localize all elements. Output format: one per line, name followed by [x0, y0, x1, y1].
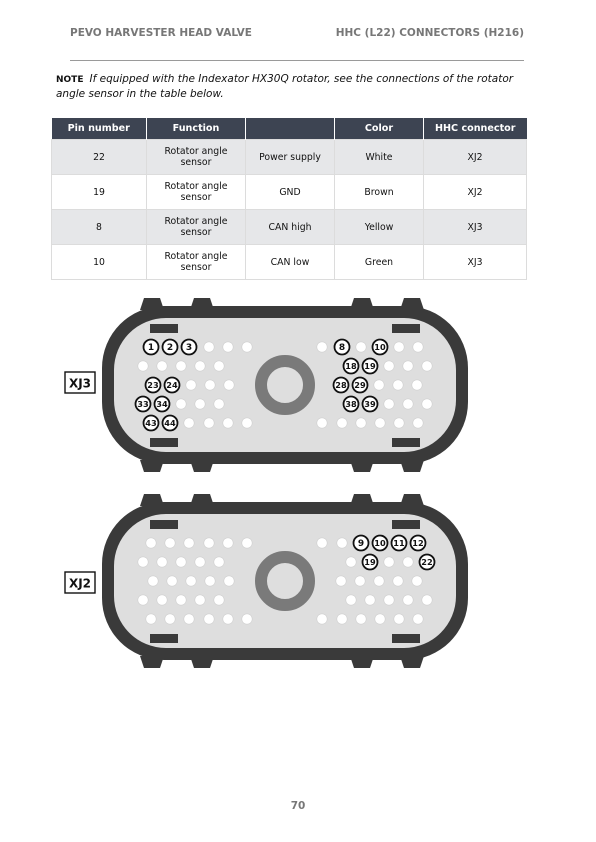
keying-bar: [150, 324, 178, 333]
pin-hole: [146, 538, 156, 548]
pin-hole: [186, 380, 196, 390]
table-cell: Yellow: [335, 210, 424, 245]
connector-face: [114, 514, 456, 648]
connector-label: XJ3: [68, 376, 92, 391]
pin-hole: [412, 380, 422, 390]
pin-hole: [356, 342, 366, 352]
keying-bar: [150, 634, 178, 643]
pin-hole: [413, 342, 423, 352]
pin-hole: [317, 342, 327, 352]
pin-hole: [337, 418, 347, 428]
pin-hole: [412, 576, 422, 586]
table-cell: Rotator angle sensor: [147, 210, 246, 245]
pin-hole: [365, 595, 375, 605]
pin-hole: [157, 595, 167, 605]
pin-hole: [375, 418, 385, 428]
pin-hole: [242, 538, 252, 548]
connector-label: XJ2: [68, 576, 92, 591]
note-text: If equipped with the Indexator HX30Q rotator, see the connections of the rotator angle sensor in the table below.: [56, 73, 514, 100]
pin-number: 1: [147, 343, 155, 354]
pin-number: 12: [412, 538, 424, 549]
pin-hole: [422, 361, 432, 371]
pin-hole: [165, 538, 175, 548]
table-cell: 19: [52, 175, 147, 210]
pin-number: 38: [345, 399, 357, 410]
pin-hole: [242, 614, 252, 624]
table-cell: White: [335, 140, 424, 175]
pin-hole: [393, 576, 403, 586]
pin-hole: [165, 614, 175, 624]
pin-hole: [223, 418, 233, 428]
pin-hole: [167, 576, 177, 586]
pin-number: 3: [185, 343, 193, 354]
pin-hole: [224, 380, 234, 390]
pin-hole: [317, 418, 327, 428]
pin-hole: [214, 361, 224, 371]
pin-hole: [176, 595, 186, 605]
keying-bar: [150, 520, 178, 529]
pin-hole: [346, 557, 356, 567]
table-cell: Power supply: [246, 140, 335, 175]
pin-hole: [356, 418, 366, 428]
pin-hole: [204, 538, 214, 548]
pin-hole: [384, 595, 394, 605]
column-header: Function: [147, 118, 246, 140]
pin-number: 39: [364, 399, 376, 410]
pin-hole: [374, 380, 384, 390]
pin-hole: [422, 399, 432, 409]
pin-hole: [138, 557, 148, 567]
pin-hole: [195, 399, 205, 409]
pin-number: 23: [147, 380, 159, 391]
keying-bar: [392, 520, 420, 529]
column-header: Color: [335, 118, 424, 140]
pin-hole: [204, 614, 214, 624]
pin-hole: [204, 418, 214, 428]
pin-hole: [224, 576, 234, 586]
table-cell: Rotator angle sensor: [147, 175, 246, 210]
table-cell: 22: [52, 140, 147, 175]
table-cell: XJ2: [424, 175, 527, 210]
keying-bar: [392, 634, 420, 643]
pin-hole: [184, 418, 194, 428]
pin-number: 10: [374, 342, 386, 353]
pin-hole: [138, 595, 148, 605]
pin-hole: [422, 595, 432, 605]
pin-hole: [356, 614, 366, 624]
pin-hole: [176, 361, 186, 371]
pin-hole: [176, 399, 186, 409]
pin-number: 29: [354, 380, 366, 391]
pin-hole: [337, 538, 347, 548]
pin-number: 33: [137, 399, 149, 410]
pin-hole: [403, 399, 413, 409]
connector-xj3: [65, 298, 468, 472]
table-cell: XJ3: [424, 210, 527, 245]
pin-hole: [403, 361, 413, 371]
pin-hole: [384, 557, 394, 567]
pin-hole: [317, 614, 327, 624]
pin-hole: [336, 576, 346, 586]
pin-number: 44: [164, 418, 176, 429]
pin-hole: [195, 595, 205, 605]
pin-number: 43: [145, 418, 157, 429]
pin-hole: [394, 342, 404, 352]
table-cell: 10: [52, 245, 147, 280]
pin-hole: [393, 380, 403, 390]
pin-hole: [394, 614, 404, 624]
table-cell: Brown: [335, 175, 424, 210]
pin-hole: [205, 576, 215, 586]
pin-number: 8: [338, 343, 346, 354]
pin-number: 28: [335, 380, 347, 391]
table-cell: XJ3: [424, 245, 527, 280]
pin-hole: [242, 342, 252, 352]
header-section: HHC (L22) CONNECTORS (H216): [335, 27, 524, 39]
column-header: Pin number: [52, 118, 147, 140]
pin-hole: [184, 614, 194, 624]
pin-hole: [204, 342, 214, 352]
pin-hole: [214, 595, 224, 605]
pin-hole: [176, 557, 186, 567]
pin-hole: [413, 614, 423, 624]
pin-number: 19: [364, 557, 376, 568]
pin-hole: [242, 418, 252, 428]
pin-hole: [195, 557, 205, 567]
pin-hole: [374, 576, 384, 586]
pin-hole: [157, 361, 167, 371]
pin-hole: [223, 342, 233, 352]
table-cell: GND: [246, 175, 335, 210]
connector-xj2: [65, 494, 468, 668]
table-cell: Rotator angle sensor: [147, 245, 246, 280]
keying-bar: [392, 438, 420, 447]
pin-hole: [205, 380, 215, 390]
column-header: HHC connector: [424, 118, 527, 140]
page-number: 70: [290, 800, 306, 812]
pin-hole: [394, 418, 404, 428]
pin-number: 9: [357, 539, 365, 550]
pin-hole: [146, 614, 156, 624]
pin-number: 22: [421, 557, 433, 568]
table-cell: Green: [335, 245, 424, 280]
pin-hole: [157, 557, 167, 567]
keying-bar: [150, 438, 178, 447]
keying-bar: [392, 324, 420, 333]
pin-number: 24: [166, 380, 178, 391]
pin-hole: [138, 361, 148, 371]
pin-number: 34: [156, 399, 168, 410]
pin-hole: [346, 595, 356, 605]
pin-hole: [384, 399, 394, 409]
note-label: NOTE: [56, 75, 84, 85]
pin-hole: [355, 576, 365, 586]
pin-hole: [148, 576, 158, 586]
pin-hole: [384, 361, 394, 371]
pin-number: 2: [166, 343, 174, 354]
pin-hole: [195, 361, 205, 371]
table-cell: CAN low: [246, 245, 335, 280]
pin-hole: [317, 538, 327, 548]
pin-number: 18: [345, 361, 357, 372]
pin-hole: [403, 557, 413, 567]
pin-hole: [184, 538, 194, 548]
pin-hole: [223, 538, 233, 548]
pin-hole: [413, 418, 423, 428]
table-cell: CAN high: [246, 210, 335, 245]
pin-number: 11: [393, 538, 405, 549]
pin-number: 10: [374, 538, 386, 549]
table-cell: XJ2: [424, 140, 527, 175]
pin-hole: [337, 614, 347, 624]
pin-hole: [223, 614, 233, 624]
pin-number: 19: [364, 361, 376, 372]
pin-hole: [214, 399, 224, 409]
table-cell: 8: [52, 210, 147, 245]
header-title: PEVO HARVESTER HEAD VALVE: [70, 27, 252, 39]
pin-hole: [375, 614, 385, 624]
table-cell: Rotator angle sensor: [147, 140, 246, 175]
pin-hole: [186, 576, 196, 586]
pin-hole: [403, 595, 413, 605]
pin-hole: [214, 557, 224, 567]
